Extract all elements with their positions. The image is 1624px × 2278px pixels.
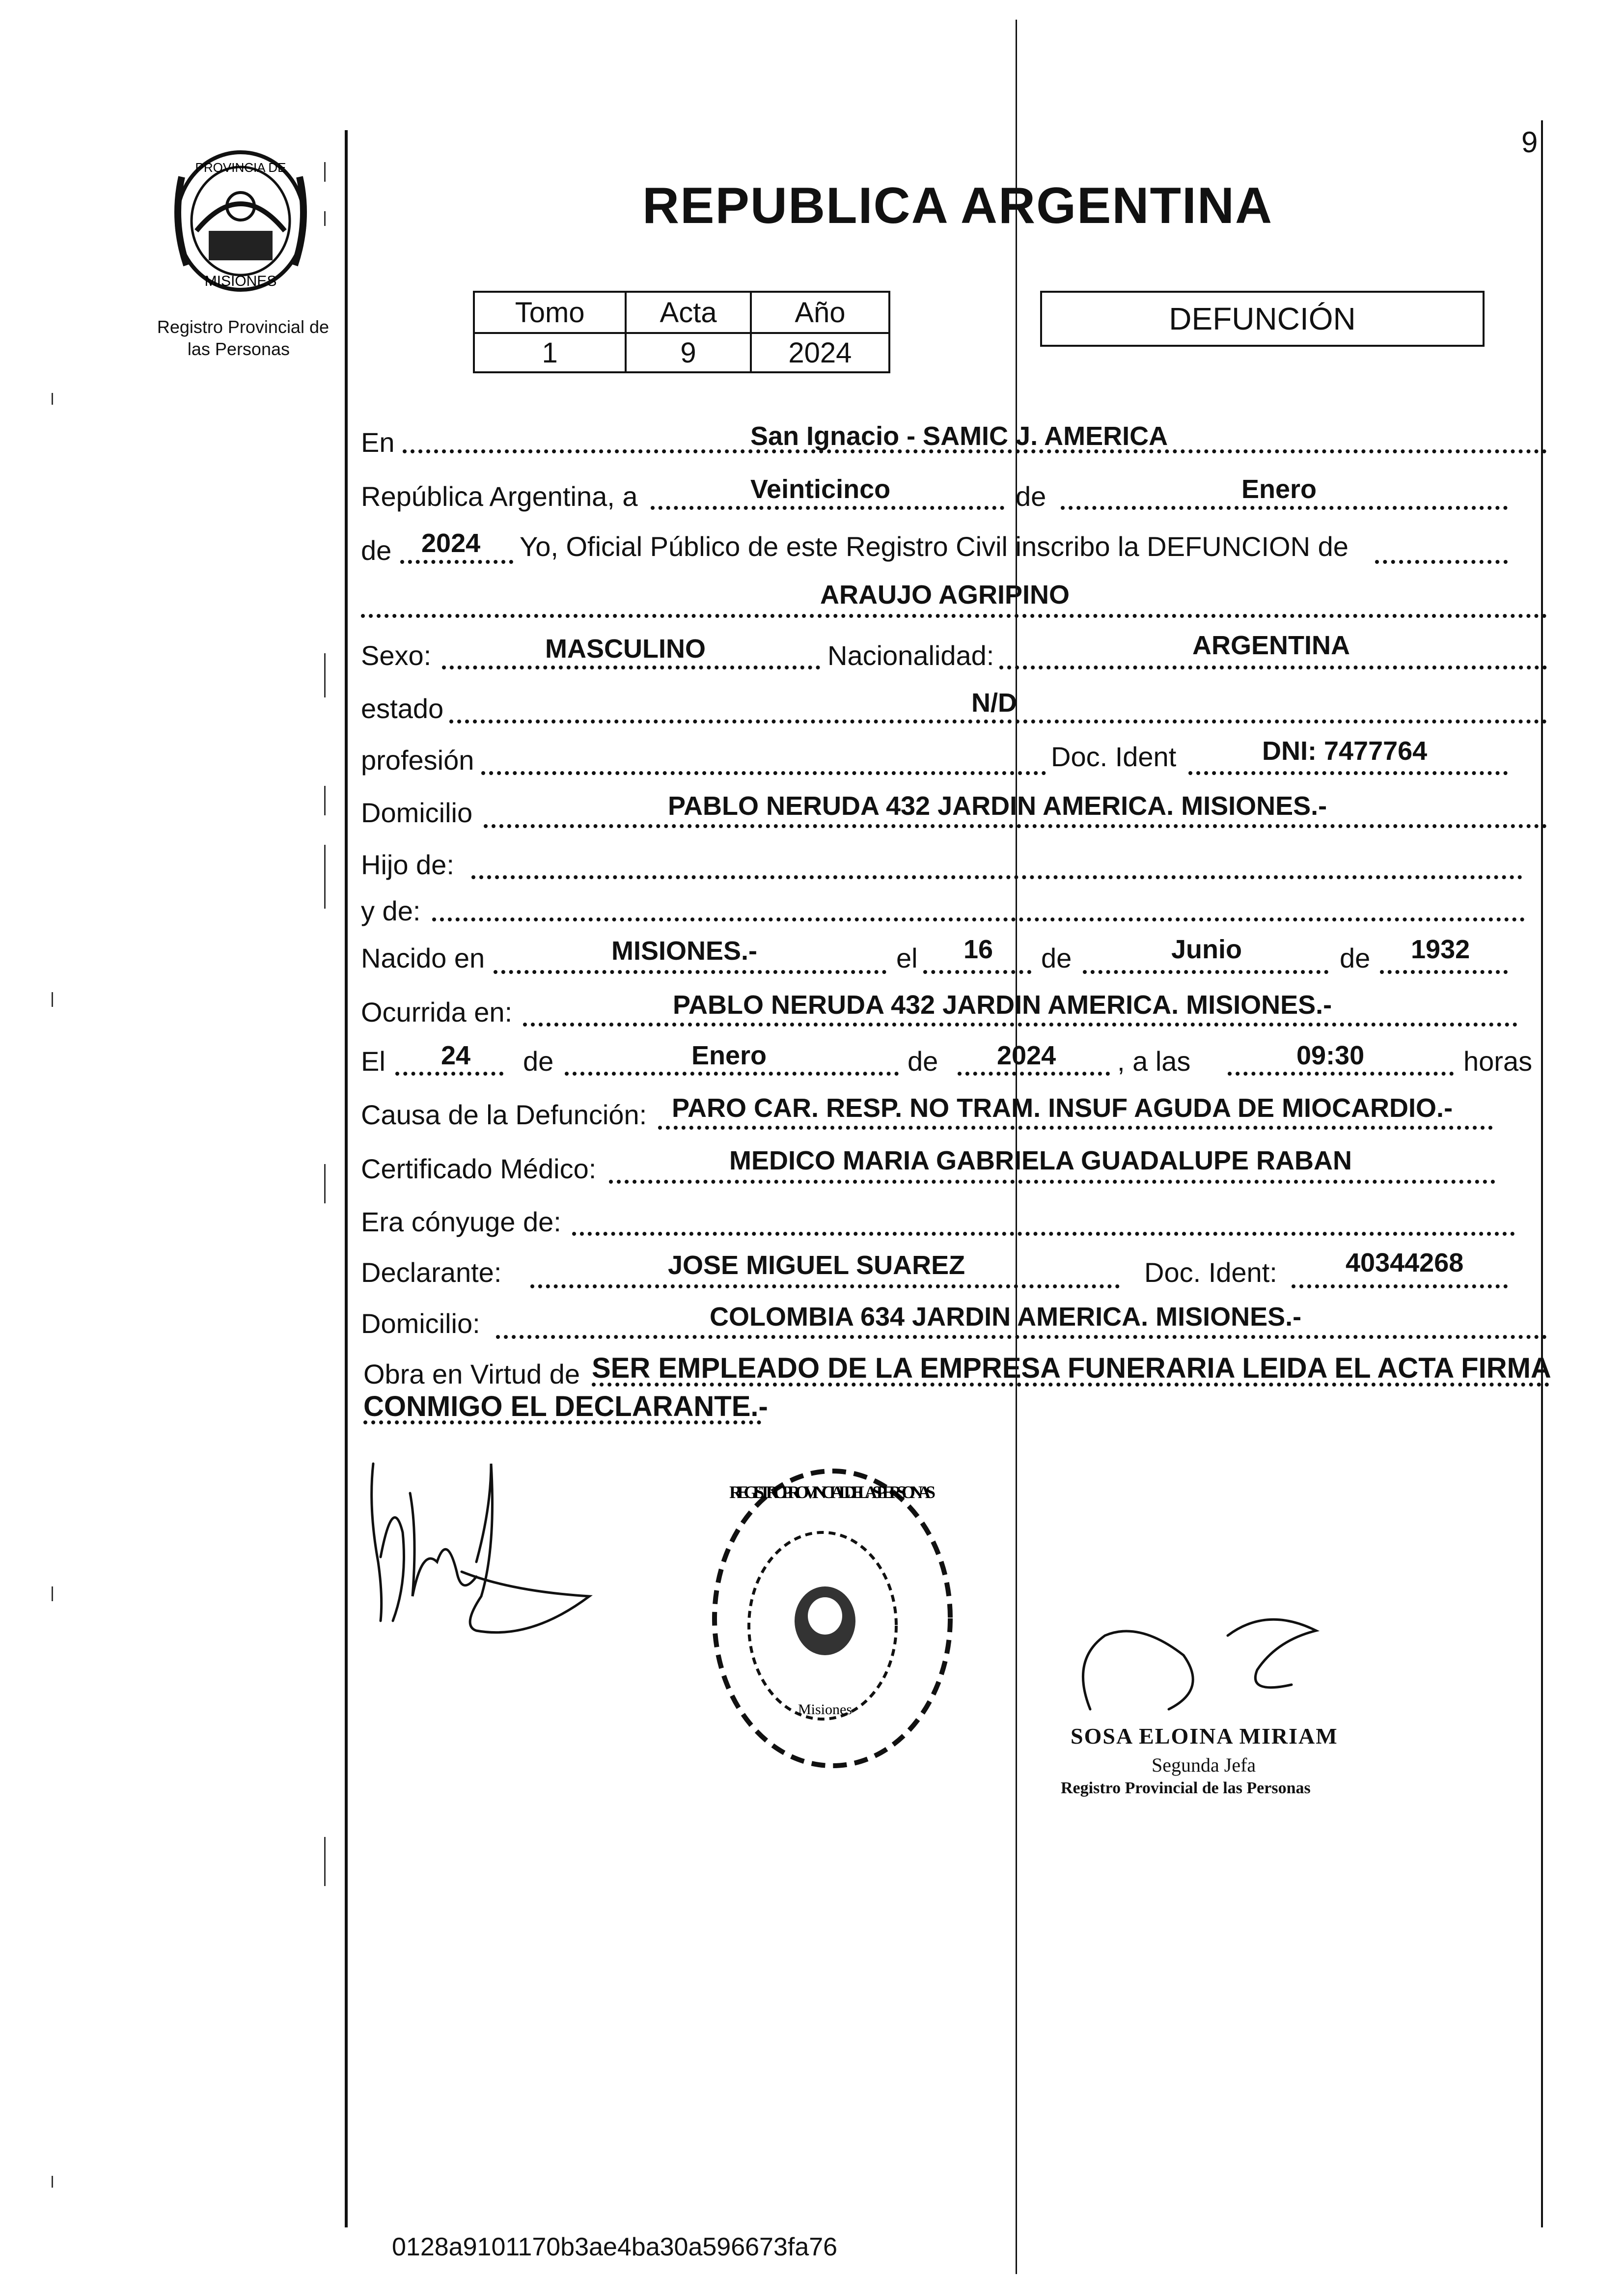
dots-sexo: [442, 666, 820, 669]
value-causa: PARO CAR. RESP. NO TRAM. INSUF AGUDA DE MIOCARDIO.-: [672, 1093, 1453, 1123]
form-left-rule: [345, 130, 348, 2227]
dots-mes: [1061, 506, 1508, 510]
value-nacionalidad: ARGENTINA: [1192, 631, 1350, 660]
stamp-inner-text: Misiones: [798, 1701, 853, 1718]
label-y-de: y de:: [361, 895, 421, 926]
table-value-acta: 9: [626, 333, 751, 372]
dots-estado: [449, 720, 1547, 723]
dots-def-anio: [958, 1072, 1110, 1076]
dots-nac-mes: [1083, 970, 1328, 974]
label-hijo-de: Hijo de:: [361, 849, 454, 880]
label-de-mes: de: [1016, 481, 1046, 512]
page-number: 9: [1521, 126, 1538, 159]
margin-mark: [324, 1837, 326, 1886]
margin-mark: [52, 393, 53, 405]
value-nacido-en: MISIONES.-: [611, 936, 758, 966]
value-nac-dia: 16: [963, 935, 993, 964]
margin-mark: [52, 1586, 53, 1601]
margin-mark: [324, 786, 326, 815]
value-domicilio: PABLO NERUDA 432 JARDIN AMERICA. MISIONES.-: [668, 791, 1327, 821]
record-table: [473, 291, 890, 373]
value-obra-line1: SER EMPLEADO DE LA EMPRESA FUNERARIA LEIDA EL ACTA FIRMA: [592, 1352, 1551, 1384]
dots-nacionalidad: [999, 666, 1547, 669]
dots-certificado: [609, 1180, 1495, 1184]
label-domicilio-declarante: Domicilio:: [361, 1308, 480, 1339]
value-ocurrida-en: PABLO NERUDA 432 JARDIN AMERICA. MISIONES.-: [673, 990, 1332, 1020]
table-header-acta: Acta: [626, 292, 751, 333]
label-certificado: Certificado Médico:: [361, 1153, 597, 1184]
dots-causa: [658, 1126, 1493, 1130]
dots-obra-2: [363, 1420, 761, 1424]
dots-nombre: [361, 614, 1547, 618]
label-obra: Obra en Virtud de: [363, 1359, 580, 1389]
dots-ocurrida-en: [523, 1023, 1517, 1027]
value-sexo: MASCULINO: [545, 634, 706, 664]
official-office: Registro Provincial de las Personas: [1061, 1779, 1311, 1797]
table-header-tomo: Tomo: [474, 292, 626, 333]
dots-dia: [651, 506, 1004, 510]
value-def-dia: 24: [441, 1041, 471, 1070]
document-hash: 0128a9101170b3ae4ba30a596673fa76: [392, 2233, 838, 2261]
margin-mark: [324, 1164, 326, 1203]
dots-nombre-tail: [1375, 560, 1508, 564]
value-estado: N/D: [971, 688, 1017, 718]
label-causa: Causa de la Defunción:: [361, 1099, 647, 1130]
label-profesion: profesión: [361, 745, 474, 776]
label-de-nac-mes: de: [1041, 943, 1072, 973]
official-name: SOSA ELOINA MIRIAM: [1071, 1723, 1338, 1749]
page-right-rule: [1541, 120, 1543, 2227]
margin-mark: [52, 2176, 53, 2188]
label-de-def-anio: de: [908, 1046, 938, 1077]
margin-mark: [52, 992, 53, 1007]
label-de-def-mes: de: [523, 1046, 554, 1077]
stamp-outer-text: REGISTRO PROVINCIAL DE LAS PERSONAS: [729, 1482, 936, 1502]
label-en: En: [361, 427, 395, 458]
value-nombre: ARAUJO AGRIPINO: [820, 580, 1070, 610]
dots-domicilio: [484, 824, 1547, 828]
value-nac-anio: 1932: [1411, 935, 1470, 964]
value-obra-line2: CONMIGO EL DECLARANTE.-: [363, 1390, 768, 1422]
value-declarante-doc: 40344268: [1346, 1248, 1464, 1278]
label-ocurrida-en: Ocurrida en:: [361, 997, 513, 1028]
value-declarante: JOSE MIGUEL SUAREZ: [668, 1250, 965, 1280]
value-anio: 2024: [421, 528, 481, 558]
label-a-las: , a las: [1117, 1046, 1191, 1077]
margin-mark: [324, 845, 326, 909]
margin-mark: [324, 211, 326, 226]
value-def-anio: 2024: [997, 1041, 1056, 1070]
value-certificado: MEDICO MARIA GABRIELA GUADALUPE RABAN: [729, 1146, 1352, 1175]
label-doc-ident: Doc. Ident: [1051, 741, 1177, 772]
dots-anio: [400, 560, 513, 564]
dots-declarante: [530, 1284, 1120, 1288]
logo-bottom-text: MISIONES: [204, 273, 277, 289]
label-yo-oficial: Yo, Oficial Público de este Registro Civil inscribo la DEFUNCION de: [520, 531, 1349, 562]
label-sexo: Sexo:: [361, 640, 432, 671]
province-logo: [162, 147, 319, 295]
dots-domicilio-declarante: [496, 1335, 1547, 1339]
dots-nac-anio: [1380, 970, 1508, 974]
dots-def-mes: [565, 1072, 899, 1076]
value-domicilio-declarante: COLOMBIA 634 JARDIN AMERICA. MISIONES.-: [710, 1302, 1302, 1332]
label-de-nac-anio: de: [1340, 943, 1371, 973]
dots-nac-dia: [923, 970, 1031, 974]
dots-y-de: [432, 917, 1525, 921]
logo-top-text: PROVINCIA DE: [195, 160, 286, 175]
table-value-tomo: 1: [474, 333, 626, 372]
official-role: Segunda Jefa: [1152, 1754, 1256, 1776]
record-table-header: [474, 292, 889, 333]
value-dni: DNI: 7477764: [1262, 736, 1428, 766]
label-horas: horas: [1463, 1046, 1533, 1077]
value-lugar: San Ignacio - SAMIC J. AMERICA: [750, 421, 1168, 451]
dots-dni: [1188, 771, 1508, 775]
record-table-values: [474, 333, 889, 372]
dots-def-dia: [395, 1072, 503, 1076]
value-def-mes: Enero: [691, 1041, 767, 1070]
declarant-signature: [363, 1434, 609, 1690]
label-de-anio: de: [361, 535, 392, 566]
label-declarante: Declarante:: [361, 1257, 502, 1288]
dots-hijo-de: [471, 875, 1522, 879]
dots-conyuge: [572, 1232, 1515, 1236]
record-type-label: DEFUNCIÓN: [1169, 301, 1356, 336]
dots-hora: [1228, 1072, 1454, 1076]
label-domicilio: Domicilio: [361, 797, 473, 828]
value-dia-letras: Veinticinco: [750, 474, 891, 504]
label-doc-ident-declarante: Doc. Ident:: [1144, 1257, 1277, 1288]
office-name-line1: Registro Provincial de: [157, 317, 329, 337]
label-nacido-en: Nacido en: [361, 943, 485, 973]
label-republica: República Argentina, a: [361, 481, 638, 512]
dots-profesion: [481, 771, 1046, 775]
margin-mark: [324, 653, 326, 697]
margin-mark: [324, 162, 326, 182]
value-nac-mes: Junio: [1171, 935, 1242, 964]
office-name-line2: las Personas: [187, 339, 290, 359]
dots-nacido-en: [494, 970, 886, 974]
label-conyuge: Era cónyuge de:: [361, 1206, 561, 1237]
value-mes: Enero: [1241, 474, 1317, 504]
dots-obra-1: [592, 1383, 1549, 1387]
official-stamp: [700, 1459, 965, 1778]
label-estado: estado: [361, 693, 444, 724]
table-value-anio: 2024: [751, 333, 889, 372]
value-hora: 09:30: [1296, 1041, 1365, 1070]
table-header-anio: Año: [751, 292, 889, 333]
dots-declarante-doc: [1292, 1284, 1508, 1288]
label-el-def: El: [361, 1046, 385, 1077]
page-title: REPUBLICA ARGENTINA: [642, 177, 1273, 234]
label-nacionalidad: Nacionalidad:: [827, 640, 994, 671]
label-el: el: [896, 943, 918, 973]
